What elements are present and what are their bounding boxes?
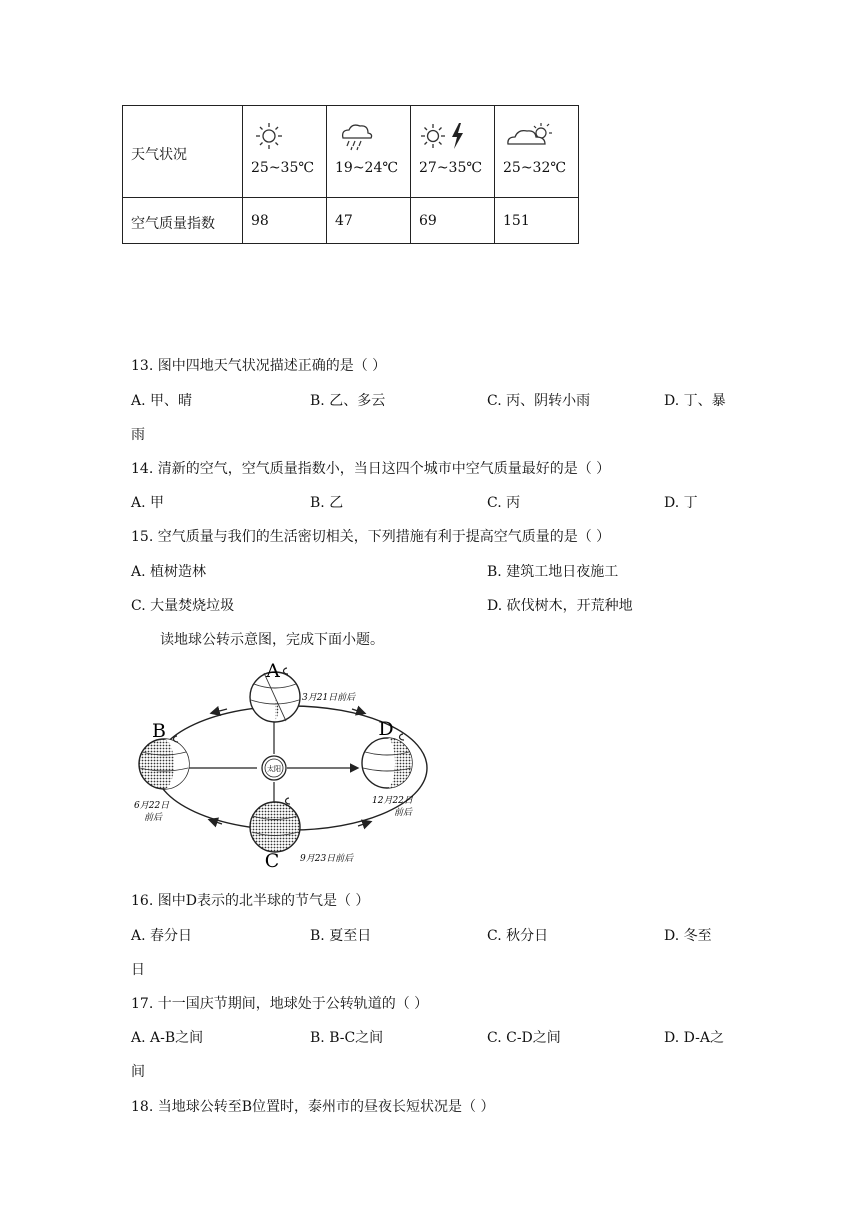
question-16-stem: 16. 图中D表示的北半球的节气是（ ） [131,893,370,909]
q16-option-a[interactable]: A. 春分日 [131,928,193,944]
sun-lightning-icon [419,120,469,152]
q16-option-d-continued: 日 [131,962,145,978]
label-d: D [378,718,394,740]
temp-range: 27~35℃ [419,160,483,176]
q17-option-d-continued: 间 [131,1064,145,1080]
question-13-stem: 13. 图中四地天气状况描述正确的是（ ） [131,358,387,374]
q17-option-c[interactable]: C. C-D之间 [487,1030,561,1046]
earth-b [139,736,189,789]
date-b-line2: 前后 [144,813,163,823]
q15-option-b[interactable]: B. 建筑工地日夜施工 [487,564,619,580]
q16-option-d[interactable]: D. 冬至 [664,928,712,944]
sun-icon [253,120,293,152]
label-a: A [266,660,280,682]
q16-option-b[interactable]: B. 夏至日 [310,928,372,944]
aqi-cell: 47 [327,198,411,244]
question-17-stem: 17. 十一国庆节期间，地球处于公转轨道的（ ） [131,996,429,1012]
reading-instruction: 读地球公转示意图，完成下面小题。 [160,632,384,648]
q14-option-a[interactable]: A. 甲 [131,495,165,511]
q15-option-c[interactable]: C. 大量焚烧垃圾 [131,598,235,614]
question-15-stem: 15. 空气质量与我们的生活密切相关，下列措施有利于提高空气质量的是（ ） [131,529,611,545]
sun [262,756,286,780]
earth-d [362,734,412,788]
weather-table [122,105,579,244]
aqi-cell: 69 [411,198,495,244]
q14-option-d[interactable]: D. 丁 [664,495,698,511]
label-c: C [264,850,280,868]
earth-orbit-diagram [132,660,450,868]
date-b-line1: 6月22日 [134,801,170,811]
earth-c [250,798,300,852]
label-b: B [152,720,166,742]
weather-cell-2 [327,106,411,198]
cloud-sun-icon [505,120,555,152]
q17-option-a[interactable]: A. A-B之间 [131,1030,204,1046]
svg-text:太阳: 太阳 [267,765,281,773]
q13-option-b[interactable]: B. 乙、多云 [310,393,386,409]
date-c: 9月23日前后 [300,854,354,864]
q15-option-d[interactable]: D. 砍伐树木，开荒种地 [487,598,633,614]
q13-option-d-continued: 雨 [131,427,145,443]
date-d-line1: 12月22日 [372,796,413,806]
temp-range: 25~32℃ [503,160,567,176]
q17-option-b[interactable]: B. B-C之间 [310,1030,384,1046]
question-18-stem: 18. 当地球公转至B位置时，泰州市的昼夜长短状况是（ ） [131,1099,495,1115]
question-14-stem: 14. 清新的空气，空气质量指数小，当日这四个城市中空气质量最好的是（ ） [131,461,611,477]
weather-cell-4 [495,106,579,198]
q17-option-d[interactable]: D. D-A之 [664,1030,724,1046]
q16-option-c[interactable]: C. 秋分日 [487,928,549,944]
aqi-cell: 151 [495,198,579,244]
q13-option-d[interactable]: D. 丁、暴 [664,393,726,409]
date-d-line2: 前后 [394,808,413,818]
weather-cell-1 [243,106,327,198]
q15-option-a[interactable]: A. 植树造林 [131,564,207,580]
aqi-row-header: 空气质量指数 [123,198,243,244]
weather-cell-3 [411,106,495,198]
weather-row-header: 天气状况 [123,106,243,198]
temp-range: 25~35℃ [251,160,315,176]
aqi-cell: 98 [243,198,327,244]
temp-range: 19~24℃ [335,160,399,176]
q14-option-c[interactable]: C. 丙 [487,495,521,511]
q14-option-b[interactable]: B. 乙 [310,495,344,511]
q13-option-a[interactable]: A. 甲、晴 [131,393,193,409]
date-a: 3月21日前后 [302,693,356,703]
rain-icon [337,120,377,152]
q13-option-c[interactable]: C. 丙、阴转小雨 [487,393,591,409]
